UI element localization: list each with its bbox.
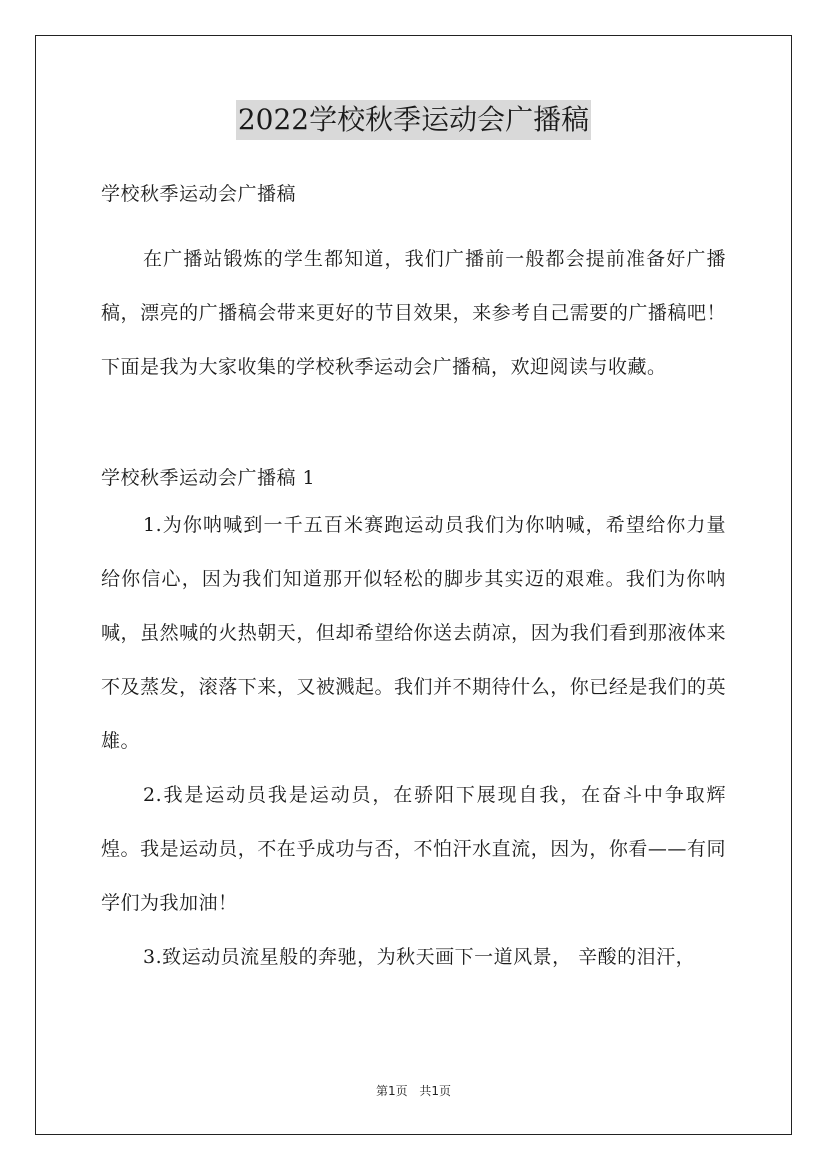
page-footer <box>0 1082 827 1099</box>
intro-paragraph: 在广播站锻炼的学生都知道，我们广播前一般都会提前准备好广播稿，漂亮的广播稿会带来更好的节目效果，来参考自己需要的广播稿吧！下面是我为大家收集的学校秋季运动会广播稿，欢迎阅读与收藏。 <box>101 248 726 378</box>
intro-heading: 学校秋季运动会广播稿 <box>101 183 297 205</box>
document-title: 2022学校秋季运动会广播稿 <box>236 100 591 140</box>
body-paragraph-1: 1.为你呐喊到一千五百米赛跑运动员我们为你呐喊，希望给你力量给你信心，因为我们知道那开似轻松的脚步其实迈的艰难。我们为你呐喊，虽然喊的火热朝天，但却希望给你送去荫凉，因为我们看到那液体来不及蒸发，滚落下来，又被溅起。我们并不期待什么，你已经是我们的英雄。 <box>101 514 726 752</box>
body-paragraph-2: 2.我是运动员我是运动员，在骄阳下展现自我，在奋斗中争取辉煌。我是运动员，不在乎成功与否，不怕汗水直流，因为，你看——有同学们为我加油！ <box>101 784 726 914</box>
page-number-current: 第1页 <box>375 1084 408 1098</box>
body-paragraph-3: 3.致运动员流星般的奔驰，为秋天画下一道风景， 辛酸的泪汗， <box>143 946 696 968</box>
title-container <box>0 100 827 140</box>
page-number-total: 共1页 <box>419 1084 452 1098</box>
document-body <box>101 176 726 984</box>
section-heading: 学校秋季运动会广播稿 1 <box>101 467 316 489</box>
